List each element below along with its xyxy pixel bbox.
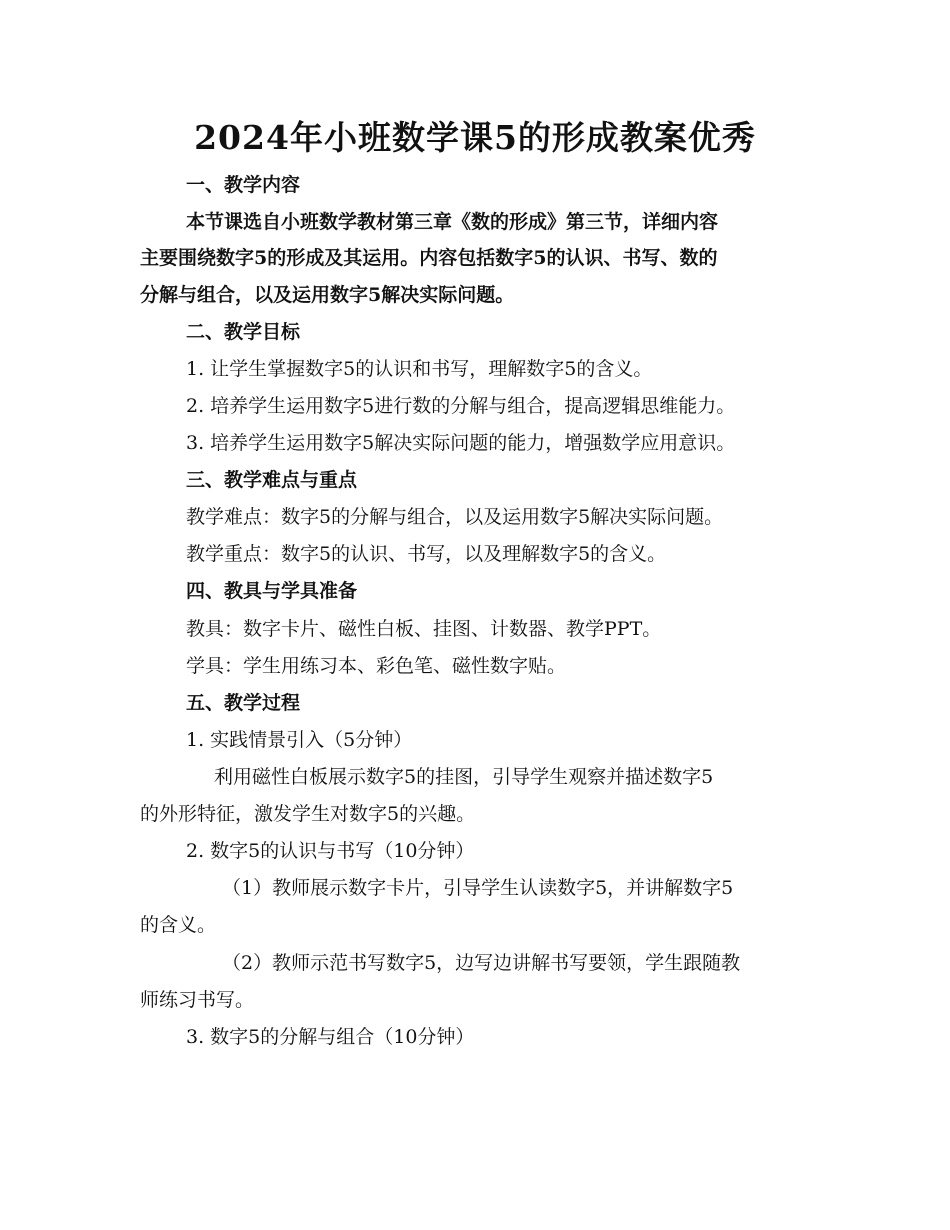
paragraph-line: 分解与组合，以及运用数字5解决实际问题。: [140, 284, 515, 306]
paragraph-line: 的含义。: [140, 914, 217, 936]
materials-item: 学具：学生用练习本、彩色笔、磁性数字贴。: [186, 655, 567, 677]
section-heading-objectives: 二、教学目标: [186, 321, 301, 343]
section-heading-content: 一、教学内容: [186, 174, 301, 196]
process-step-title: 3. 数字5的分解与组合（10分钟）: [186, 1026, 475, 1048]
paragraph-line: （2）教师示范书写数字5，边写边讲解书写要领，学生跟随教: [222, 952, 741, 974]
paragraph-line: 利用磁性白板展示数字5的挂图，引导学生观察并描述数字5: [214, 766, 714, 788]
document-title: 2024年小班数学课5的形成教案优秀: [194, 118, 756, 157]
section-heading-materials: 四、教具与学具准备: [186, 580, 358, 602]
objective-item: 1. 让学生掌握数字5的认识和书写，理解数字5的含义。: [186, 358, 653, 380]
paragraph-line: 本节课选自小班数学教材第三章《数的形成》第三节，详细内容: [186, 211, 719, 233]
paragraph-line: （1）教师展示数字卡片，引导学生认读数字5，并讲解数字5: [222, 877, 734, 899]
process-step-title: 1. 实践情景引入（5分钟）: [186, 729, 413, 751]
section-heading-difficulties: 三、教学难点与重点: [186, 469, 358, 491]
section-heading-process: 五、教学过程: [186, 692, 301, 714]
objective-item: 3. 培养学生运用数字5解决实际问题的能力，增强数学应用意识。: [186, 432, 736, 454]
keypoint-item: 教学重点：数字5的认识、书写，以及理解数字5的含义。: [186, 543, 667, 565]
process-step-title: 2. 数字5的认识与书写（10分钟）: [186, 840, 475, 862]
materials-item: 教具：数字卡片、磁性白板、挂图、计数器、教学PPT。: [186, 618, 662, 640]
paragraph-line: 主要围绕数字5的形成及其运用。内容包括数字5的认识、书写、数的: [140, 247, 718, 269]
difficulty-item: 教学难点：数字5的分解与组合，以及运用数字5解决实际问题。: [186, 506, 724, 528]
objective-item: 2. 培养学生运用数字5进行数的分解与组合，提高逻辑思维能力。: [186, 395, 736, 417]
paragraph-line: 师练习书写。: [140, 989, 255, 1011]
paragraph-line: 的外形特征，激发学生对数字5的兴趣。: [140, 803, 476, 825]
